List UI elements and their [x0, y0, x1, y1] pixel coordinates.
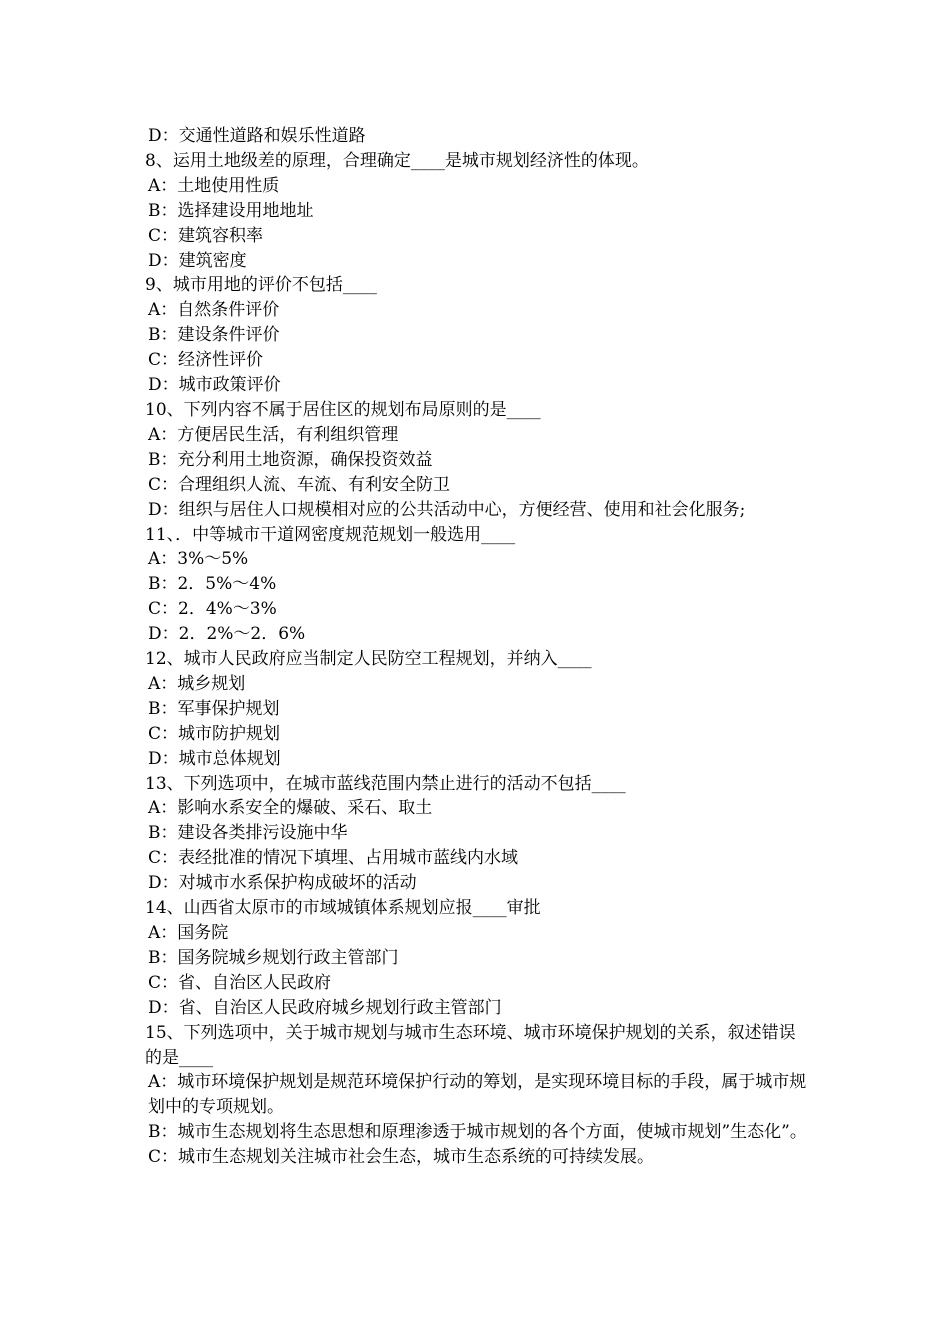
option-b: B：军事保护规划: [148, 698, 280, 719]
option-d: D：建筑密度: [148, 250, 247, 271]
question-11: [145, 523, 810, 648]
option-d: D：2．2%～2．6%: [148, 624, 306, 645]
option-c: C：建筑容积率: [148, 225, 264, 246]
option-d: D：省、自治区人民政府城乡规划行政主管部门: [148, 997, 502, 1018]
question-15: [145, 1021, 810, 1170]
option-b: B：充分利用土地资源，确保投资效益: [148, 449, 433, 470]
option-c: C：经济性评价: [148, 350, 264, 371]
option-a: A：城市环境保护规划是规范环境保护行动的筹划，是实现环境目标的手段，属于城市规划中的专项规划。: [148, 1072, 807, 1118]
option-a: A：自然条件评价: [148, 300, 280, 321]
question-stem: 10、下列内容不属于居住区的规划布局原则的是____: [145, 399, 541, 420]
option-c: C：表经批准的情况下填埋、占用城市蓝线内水域: [148, 848, 519, 869]
option-a: A：国务院: [148, 923, 229, 943]
question-stem: 9、城市用地的评价不包括____: [145, 275, 377, 296]
option-a: A：方便居民生活，有利组织管理: [148, 424, 399, 445]
question-13: [145, 772, 810, 897]
question-stem: 12、城市人民政府应当制定人民防空工程规划，并纳入____: [145, 649, 592, 670]
option-a: A：影响水系安全的爆破、采石、取土: [148, 798, 433, 819]
option-d: D：组织与居住人口规模相对应的公共活动中心，方便经营、使用和社会化服务;: [148, 499, 746, 520]
option-b: B：城市生态规划将生态思想和原理渗透于城市规划的各个方面，使城市规划”生态化”。: [148, 1122, 807, 1143]
option-a: A：3%～5%: [148, 549, 249, 570]
question-stem: 13、下列选项中，在城市蓝线范围内禁止进行的活动不包括____: [145, 773, 626, 794]
option-b: B：建设各类排污设施中华: [148, 823, 348, 844]
option-b: B：建设条件评价: [148, 325, 280, 346]
option-c: C：2．4%～3%: [148, 599, 277, 620]
option-d: D：对城市水系保护构成破坏的活动: [148, 873, 417, 894]
question-14: [145, 896, 810, 1021]
option-c: C：城市防护规划: [148, 723, 281, 744]
question-9: [145, 273, 810, 398]
option-b: B：选择建设用地地址: [148, 200, 314, 221]
option-c: C：合理组织人流、车流、有利安全防卫: [148, 474, 451, 495]
option-d: D：交通性道路和娱乐性道路: [148, 126, 366, 146]
question-stem: 15、下列选项中，关于城市规划与城市生态环境、城市环境保护规划的关系，叙述错误的是____: [145, 1022, 796, 1068]
question-10: [145, 398, 810, 523]
option-c: C：城市生态规划关注城市社会生态，城市生态系统的可持续发展。: [148, 1147, 655, 1168]
question-8: [145, 149, 810, 274]
option-b: B：国务院城乡规划行政主管部门: [148, 947, 399, 968]
option-a: A：土地使用性质: [148, 175, 280, 196]
option-d: D：城市政策评价: [148, 375, 281, 396]
option-d: D：城市总体规划: [148, 748, 281, 769]
document-body: [145, 124, 810, 1170]
question-12: [145, 647, 810, 772]
question-stem: 11、．中等城市干道网密度规范规划一般选用____: [145, 524, 516, 545]
option-c: C：省、自治区人民政府: [148, 972, 332, 993]
option-a: A：城乡规划: [148, 673, 246, 694]
question-stem: 14、山西省太原市的市域城镇体系规划应报____审批: [145, 898, 541, 919]
question-stem: 8、运用土地级差的原理，合理确定____是城市规划经济性的体现。: [145, 150, 649, 171]
option-b: B：2．5%～4%: [148, 574, 277, 595]
